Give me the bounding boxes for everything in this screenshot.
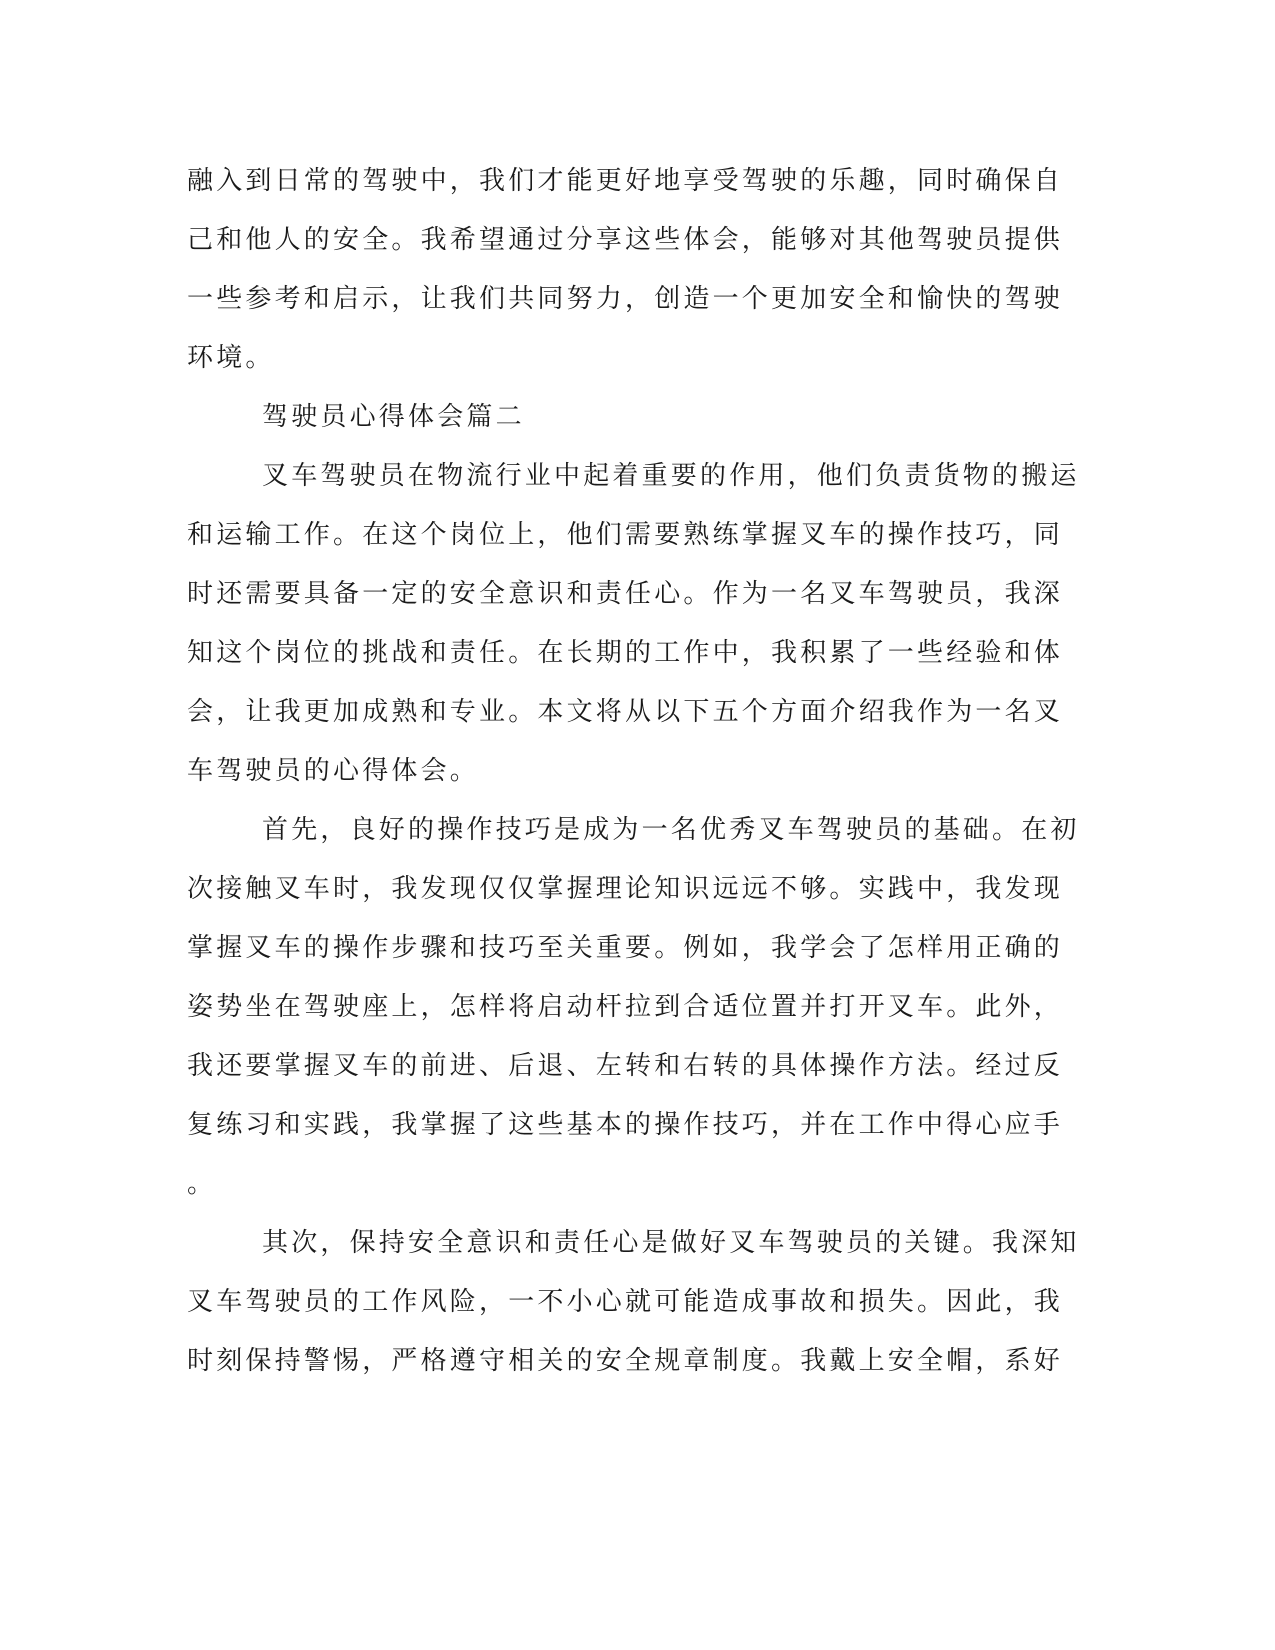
text-line: 和运输工作。在这个岗位上，他们需要熟练掌握叉车的操作技巧，同	[187, 520, 1064, 550]
text-line: 。	[187, 1169, 217, 1199]
text-line: 姿势坐在驾驶座上，怎样将启动杆拉到合适位置并打开叉车。此外，	[187, 992, 1064, 1022]
section-heading: 驾驶员心得体会篇二	[262, 402, 525, 432]
text-line: 掌握叉车的操作步骤和技巧至关重要。例如，我学会了怎样用正确的	[187, 933, 1064, 963]
text-line: 己和他人的安全。我希望通过分享这些体会，能够对其他驾驶员提供	[187, 225, 1064, 255]
paragraph-start: 其次，保持安全意识和责任心是做好叉车驾驶员的关键。我深知	[262, 1228, 1080, 1258]
text-line: 时还需要具备一定的安全意识和责任心。作为一名叉车驾驶员，我深	[187, 579, 1064, 609]
text-line: 车驾驶员的心得体会。	[187, 756, 480, 786]
text-line: 我还要掌握叉车的前进、后退、左转和右转的具体操作方法。经过反	[187, 1051, 1064, 1081]
text-line: 会，让我更加成熟和专业。本文将从以下五个方面介绍我作为一名叉	[187, 697, 1064, 727]
text-line: 次接触叉车时，我发现仅仅掌握理论知识远远不够。实践中，我发现	[187, 874, 1064, 904]
text-line: 时刻保持警惕，严格遵守相关的安全规章制度。我戴上安全帽，系好	[187, 1346, 1064, 1376]
text-line: 复练习和实践，我掌握了这些基本的操作技巧，并在工作中得心应手	[187, 1110, 1064, 1140]
paragraph-start: 叉车驾驶员在物流行业中起着重要的作用，他们负责货物的搬运	[262, 461, 1080, 491]
text-line: 融入到日常的驾驶中，我们才能更好地享受驾驶的乐趣，同时确保自	[187, 166, 1064, 196]
paragraph-start: 首先，良好的操作技巧是成为一名优秀叉车驾驶员的基础。在初	[262, 815, 1080, 845]
text-line: 叉车驾驶员的工作风险，一不小心就可能造成事故和损失。因此，我	[187, 1287, 1064, 1317]
text-line: 知这个岗位的挑战和责任。在长期的工作中，我积累了一些经验和体	[187, 638, 1064, 668]
text-line: 环境。	[187, 343, 275, 373]
text-line: 一些参考和启示，让我们共同努力，创造一个更加安全和愉快的驾驶	[187, 284, 1064, 314]
